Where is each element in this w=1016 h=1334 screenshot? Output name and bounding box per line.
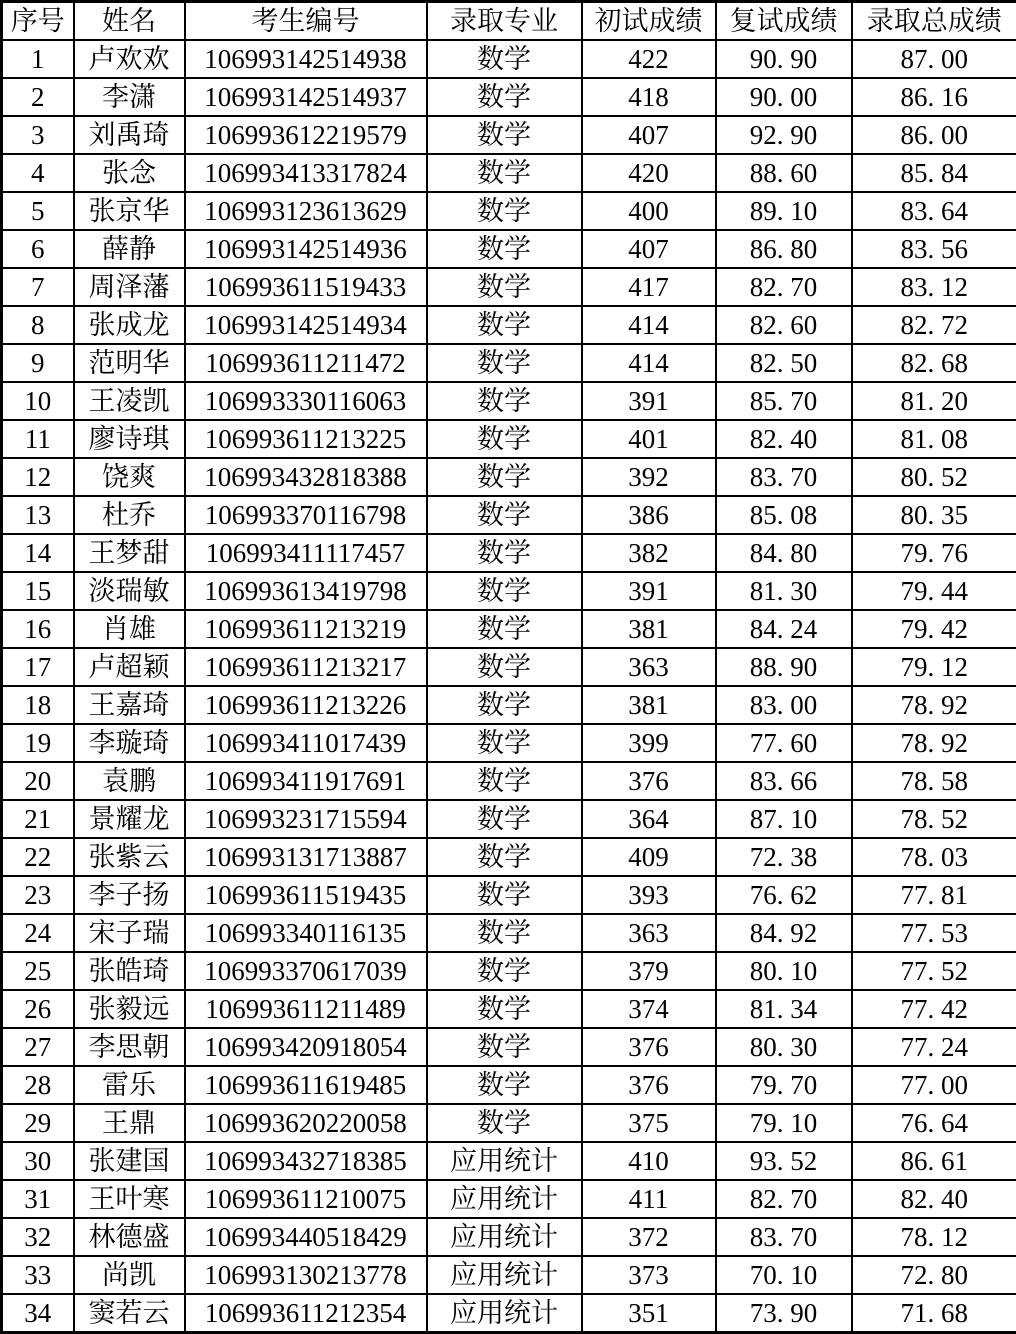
- table-row: [2, 952, 1016, 990]
- cell-initial-score: 381: [582, 686, 716, 724]
- table-row: [2, 78, 1016, 116]
- cell-initial-score: 372: [582, 1218, 716, 1256]
- cell-major: 数学: [427, 230, 582, 268]
- cell-candidate-id: 106993620220058: [185, 1104, 427, 1142]
- cell-name: 张皓琦: [74, 952, 185, 990]
- cell-total-score: 79. 12: [852, 648, 1016, 686]
- cell-total-score: 77. 24: [852, 1028, 1016, 1066]
- cell-initial-score: 382: [582, 534, 716, 572]
- cell-retest-score: 81. 34: [716, 990, 852, 1028]
- cell-retest-score: 79. 10: [716, 1104, 852, 1142]
- cell-index: 34: [2, 1294, 74, 1333]
- cell-initial-score: 376: [582, 762, 716, 800]
- cell-total-score: 87. 00: [852, 40, 1016, 78]
- cell-name: 王嘉琦: [74, 686, 185, 724]
- cell-index: 14: [2, 534, 74, 572]
- cell-name: 窦若云: [74, 1294, 185, 1333]
- cell-candidate-id: 106993420918054: [185, 1028, 427, 1066]
- cell-initial-score: 375: [582, 1104, 716, 1142]
- table-row: [2, 344, 1016, 382]
- cell-total-score: 83. 64: [852, 192, 1016, 230]
- cell-initial-score: 400: [582, 192, 716, 230]
- cell-name: 王梦甜: [74, 534, 185, 572]
- cell-candidate-id: 106993611519433: [185, 268, 427, 306]
- table-row: [2, 838, 1016, 876]
- cell-retest-score: 88. 60: [716, 154, 852, 192]
- cell-total-score: 86. 00: [852, 116, 1016, 154]
- cell-major: 应用统计: [427, 1294, 582, 1333]
- cell-name: 袁鹏: [74, 762, 185, 800]
- table-row: [2, 572, 1016, 610]
- cell-total-score: 78. 12: [852, 1218, 1016, 1256]
- cell-retest-score: 72. 38: [716, 838, 852, 876]
- table-row: [2, 230, 1016, 268]
- cell-major: 数学: [427, 268, 582, 306]
- cell-initial-score: 409: [582, 838, 716, 876]
- cell-retest-score: 85. 70: [716, 382, 852, 420]
- cell-name: 张毅远: [74, 990, 185, 1028]
- cell-index: 28: [2, 1066, 74, 1104]
- cell-candidate-id: 106993611213226: [185, 686, 427, 724]
- column-header-retest-score: 复试成绩: [716, 2, 852, 41]
- cell-initial-score: 363: [582, 648, 716, 686]
- cell-retest-score: 92. 90: [716, 116, 852, 154]
- cell-candidate-id: 106993611210075: [185, 1180, 427, 1218]
- cell-major: 应用统计: [427, 1218, 582, 1256]
- cell-name: 卢欢欢: [74, 40, 185, 78]
- cell-retest-score: 88. 90: [716, 648, 852, 686]
- cell-initial-score: 351: [582, 1294, 716, 1333]
- cell-total-score: 72. 80: [852, 1256, 1016, 1294]
- cell-index: 25: [2, 952, 74, 990]
- cell-candidate-id: 106993413317824: [185, 154, 427, 192]
- cell-retest-score: 83. 70: [716, 1218, 852, 1256]
- cell-initial-score: 381: [582, 610, 716, 648]
- table-row: [2, 648, 1016, 686]
- cell-major: 数学: [427, 1028, 582, 1066]
- cell-major: 数学: [427, 952, 582, 990]
- cell-major: 数学: [427, 610, 582, 648]
- cell-name: 范明华: [74, 344, 185, 382]
- column-header-major: 录取专业: [427, 2, 582, 41]
- cell-index: 31: [2, 1180, 74, 1218]
- cell-total-score: 71. 68: [852, 1294, 1016, 1333]
- cell-candidate-id: 106993131713887: [185, 838, 427, 876]
- cell-candidate-id: 106993432818388: [185, 458, 427, 496]
- header-row: [2, 2, 1016, 41]
- cell-total-score: 83. 12: [852, 268, 1016, 306]
- cell-candidate-id: 106993611619485: [185, 1066, 427, 1104]
- cell-retest-score: 83. 66: [716, 762, 852, 800]
- table-row: [2, 1294, 1016, 1333]
- cell-index: 8: [2, 306, 74, 344]
- table-row: [2, 420, 1016, 458]
- cell-retest-score: 90. 00: [716, 78, 852, 116]
- cell-initial-score: 363: [582, 914, 716, 952]
- cell-major: 数学: [427, 1104, 582, 1142]
- cell-candidate-id: 106993440518429: [185, 1218, 427, 1256]
- cell-index: 19: [2, 724, 74, 762]
- cell-major: 数学: [427, 990, 582, 1028]
- cell-candidate-id: 106993612219579: [185, 116, 427, 154]
- cell-major: 数学: [427, 572, 582, 610]
- table-row: [2, 1256, 1016, 1294]
- cell-initial-score: 376: [582, 1028, 716, 1066]
- cell-name: 淡瑞敏: [74, 572, 185, 610]
- cell-total-score: 78. 92: [852, 686, 1016, 724]
- cell-initial-score: 411: [582, 1180, 716, 1218]
- cell-total-score: 86. 61: [852, 1142, 1016, 1180]
- cell-major: 数学: [427, 686, 582, 724]
- cell-total-score: 80. 35: [852, 496, 1016, 534]
- cell-initial-score: 414: [582, 344, 716, 382]
- cell-retest-score: 80. 10: [716, 952, 852, 990]
- cell-initial-score: 376: [582, 1066, 716, 1104]
- cell-major: 数学: [427, 192, 582, 230]
- cell-candidate-id: 106993611519435: [185, 876, 427, 914]
- cell-total-score: 77. 81: [852, 876, 1016, 914]
- column-header-total-score: 录取总成绩: [852, 2, 1016, 41]
- cell-index: 15: [2, 572, 74, 610]
- cell-name: 李思朝: [74, 1028, 185, 1066]
- table-row: [2, 800, 1016, 838]
- cell-total-score: 77. 42: [852, 990, 1016, 1028]
- table-header: [2, 2, 1016, 41]
- cell-index: 30: [2, 1142, 74, 1180]
- cell-name: 张紫云: [74, 838, 185, 876]
- cell-initial-score: 391: [582, 382, 716, 420]
- cell-name: 张成龙: [74, 306, 185, 344]
- cell-total-score: 85. 84: [852, 154, 1016, 192]
- table-row: [2, 610, 1016, 648]
- table-row: [2, 1028, 1016, 1066]
- cell-name: 薛静: [74, 230, 185, 268]
- cell-initial-score: 407: [582, 230, 716, 268]
- table-row: [2, 458, 1016, 496]
- cell-major: 数学: [427, 306, 582, 344]
- cell-total-score: 78. 52: [852, 800, 1016, 838]
- cell-name: 廖诗琪: [74, 420, 185, 458]
- cell-retest-score: 84. 80: [716, 534, 852, 572]
- table-row: [2, 534, 1016, 572]
- cell-name: 肖雄: [74, 610, 185, 648]
- cell-name: 林德盛: [74, 1218, 185, 1256]
- cell-total-score: 77. 00: [852, 1066, 1016, 1104]
- table-body: [2, 40, 1016, 1333]
- cell-candidate-id: 106993370116798: [185, 496, 427, 534]
- table-row: [2, 990, 1016, 1028]
- table-row: [2, 154, 1016, 192]
- column-header-index: 序号: [2, 2, 74, 41]
- cell-candidate-id: 106993123613629: [185, 192, 427, 230]
- cell-retest-score: 80. 30: [716, 1028, 852, 1066]
- cell-name: 李璇琦: [74, 724, 185, 762]
- cell-major: 数学: [427, 78, 582, 116]
- cell-name: 张京华: [74, 192, 185, 230]
- cell-index: 2: [2, 78, 74, 116]
- cell-retest-score: 87. 10: [716, 800, 852, 838]
- cell-name: 张念: [74, 154, 185, 192]
- cell-index: 33: [2, 1256, 74, 1294]
- cell-index: 10: [2, 382, 74, 420]
- table-row: [2, 724, 1016, 762]
- cell-candidate-id: 106993611212354: [185, 1294, 427, 1333]
- cell-total-score: 78. 92: [852, 724, 1016, 762]
- cell-retest-score: 82. 70: [716, 268, 852, 306]
- cell-name: 周泽藩: [74, 268, 185, 306]
- table-row: [2, 116, 1016, 154]
- table-row: [2, 382, 1016, 420]
- cell-initial-score: 374: [582, 990, 716, 1028]
- cell-retest-score: 79. 70: [716, 1066, 852, 1104]
- table-row: [2, 686, 1016, 724]
- cell-retest-score: 82. 50: [716, 344, 852, 382]
- cell-candidate-id: 106993411917691: [185, 762, 427, 800]
- cell-name: 张建国: [74, 1142, 185, 1180]
- cell-index: 12: [2, 458, 74, 496]
- cell-retest-score: 82. 70: [716, 1180, 852, 1218]
- cell-candidate-id: 106993142514934: [185, 306, 427, 344]
- cell-retest-score: 83. 00: [716, 686, 852, 724]
- cell-index: 23: [2, 876, 74, 914]
- cell-total-score: 82. 68: [852, 344, 1016, 382]
- cell-initial-score: 379: [582, 952, 716, 990]
- cell-retest-score: 85. 08: [716, 496, 852, 534]
- cell-index: 3: [2, 116, 74, 154]
- cell-retest-score: 77. 60: [716, 724, 852, 762]
- cell-name: 雷乐: [74, 1066, 185, 1104]
- cell-initial-score: 393: [582, 876, 716, 914]
- cell-total-score: 81. 20: [852, 382, 1016, 420]
- cell-index: 32: [2, 1218, 74, 1256]
- cell-initial-score: 386: [582, 496, 716, 534]
- cell-total-score: 77. 52: [852, 952, 1016, 990]
- cell-major: 数学: [427, 496, 582, 534]
- column-header-candidate-id: 考生编号: [185, 2, 427, 41]
- cell-index: 6: [2, 230, 74, 268]
- cell-initial-score: 401: [582, 420, 716, 458]
- cell-major: 数学: [427, 116, 582, 154]
- cell-index: 20: [2, 762, 74, 800]
- cell-total-score: 78. 03: [852, 838, 1016, 876]
- cell-index: 11: [2, 420, 74, 458]
- cell-index: 24: [2, 914, 74, 952]
- cell-retest-score: 70. 10: [716, 1256, 852, 1294]
- cell-name: 王叶寒: [74, 1180, 185, 1218]
- cell-index: 1: [2, 40, 74, 78]
- cell-major: 数学: [427, 420, 582, 458]
- cell-initial-score: 364: [582, 800, 716, 838]
- cell-major: 应用统计: [427, 1256, 582, 1294]
- cell-total-score: 82. 40: [852, 1180, 1016, 1218]
- cell-index: 18: [2, 686, 74, 724]
- cell-candidate-id: 106993142514937: [185, 78, 427, 116]
- cell-name: 杜乔: [74, 496, 185, 534]
- cell-name: 宋子瑞: [74, 914, 185, 952]
- cell-initial-score: 414: [582, 306, 716, 344]
- cell-total-score: 83. 56: [852, 230, 1016, 268]
- column-header-initial-score: 初试成绩: [582, 2, 716, 41]
- cell-initial-score: 407: [582, 116, 716, 154]
- cell-retest-score: 76. 62: [716, 876, 852, 914]
- cell-major: 应用统计: [427, 1142, 582, 1180]
- table-row: [2, 1218, 1016, 1256]
- cell-retest-score: 84. 92: [716, 914, 852, 952]
- cell-candidate-id: 106993142514938: [185, 40, 427, 78]
- cell-major: 数学: [427, 534, 582, 572]
- cell-name: 李子扬: [74, 876, 185, 914]
- cell-initial-score: 417: [582, 268, 716, 306]
- cell-index: 22: [2, 838, 74, 876]
- cell-index: 13: [2, 496, 74, 534]
- cell-index: 5: [2, 192, 74, 230]
- cell-total-score: 81. 08: [852, 420, 1016, 458]
- cell-major: 数学: [427, 724, 582, 762]
- cell-retest-score: 82. 60: [716, 306, 852, 344]
- table-row: [2, 306, 1016, 344]
- table-row: [2, 192, 1016, 230]
- cell-index: 29: [2, 1104, 74, 1142]
- cell-candidate-id: 106993231715594: [185, 800, 427, 838]
- cell-retest-score: 81. 30: [716, 572, 852, 610]
- cell-total-score: 78. 58: [852, 762, 1016, 800]
- cell-candidate-id: 106993411017439: [185, 724, 427, 762]
- cell-candidate-id: 106993611211489: [185, 990, 427, 1028]
- cell-index: 21: [2, 800, 74, 838]
- cell-retest-score: 89. 10: [716, 192, 852, 230]
- cell-initial-score: 392: [582, 458, 716, 496]
- cell-total-score: 86. 16: [852, 78, 1016, 116]
- table-row: [2, 1142, 1016, 1180]
- cell-candidate-id: 106993370617039: [185, 952, 427, 990]
- cell-major: 数学: [427, 40, 582, 78]
- cell-major: 数学: [427, 1066, 582, 1104]
- cell-initial-score: 410: [582, 1142, 716, 1180]
- cell-major: 数学: [427, 344, 582, 382]
- cell-major: 应用统计: [427, 1180, 582, 1218]
- cell-major: 数学: [427, 458, 582, 496]
- cell-name: 饶爽: [74, 458, 185, 496]
- cell-initial-score: 399: [582, 724, 716, 762]
- cell-candidate-id: 106993611213225: [185, 420, 427, 458]
- cell-index: 9: [2, 344, 74, 382]
- table-row: [2, 914, 1016, 952]
- cell-candidate-id: 106993611213217: [185, 648, 427, 686]
- cell-index: 4: [2, 154, 74, 192]
- cell-major: 数学: [427, 800, 582, 838]
- cell-candidate-id: 106993411117457: [185, 534, 427, 572]
- cell-total-score: 77. 53: [852, 914, 1016, 952]
- table-row: [2, 1180, 1016, 1218]
- column-header-name: 姓名: [74, 2, 185, 41]
- cell-major: 数学: [427, 838, 582, 876]
- cell-total-score: 76. 64: [852, 1104, 1016, 1142]
- cell-retest-score: 86. 80: [716, 230, 852, 268]
- cell-total-score: 79. 76: [852, 534, 1016, 572]
- cell-initial-score: 373: [582, 1256, 716, 1294]
- cell-index: 17: [2, 648, 74, 686]
- table-row: [2, 40, 1016, 78]
- cell-name: 王鼎: [74, 1104, 185, 1142]
- cell-name: 景耀龙: [74, 800, 185, 838]
- table-row: [2, 496, 1016, 534]
- cell-index: 27: [2, 1028, 74, 1066]
- cell-name: 刘禹琦: [74, 116, 185, 154]
- cell-retest-score: 73. 90: [716, 1294, 852, 1333]
- cell-total-score: 79. 44: [852, 572, 1016, 610]
- table-row: [2, 1104, 1016, 1142]
- cell-initial-score: 391: [582, 572, 716, 610]
- cell-index: 7: [2, 268, 74, 306]
- cell-total-score: 82. 72: [852, 306, 1016, 344]
- cell-retest-score: 90. 90: [716, 40, 852, 78]
- cell-retest-score: 82. 40: [716, 420, 852, 458]
- cell-candidate-id: 106993613419798: [185, 572, 427, 610]
- cell-retest-score: 93. 52: [716, 1142, 852, 1180]
- cell-major: 数学: [427, 762, 582, 800]
- cell-initial-score: 422: [582, 40, 716, 78]
- cell-major: 数学: [427, 648, 582, 686]
- cell-major: 数学: [427, 154, 582, 192]
- cell-candidate-id: 106993330116063: [185, 382, 427, 420]
- cell-candidate-id: 106993340116135: [185, 914, 427, 952]
- cell-major: 数学: [427, 382, 582, 420]
- cell-candidate-id: 106993432718385: [185, 1142, 427, 1180]
- cell-candidate-id: 106993142514936: [185, 230, 427, 268]
- cell-candidate-id: 106993130213778: [185, 1256, 427, 1294]
- cell-candidate-id: 106993611211472: [185, 344, 427, 382]
- cell-major: 数学: [427, 914, 582, 952]
- cell-initial-score: 418: [582, 78, 716, 116]
- cell-total-score: 79. 42: [852, 610, 1016, 648]
- table-row: [2, 762, 1016, 800]
- cell-name: 尚凯: [74, 1256, 185, 1294]
- table-row: [2, 876, 1016, 914]
- cell-name: 王凌凯: [74, 382, 185, 420]
- table-row: [2, 268, 1016, 306]
- cell-candidate-id: 106993611213219: [185, 610, 427, 648]
- cell-name: 卢超颖: [74, 648, 185, 686]
- cell-initial-score: 420: [582, 154, 716, 192]
- cell-name: 李潇: [74, 78, 185, 116]
- cell-retest-score: 83. 70: [716, 458, 852, 496]
- cell-total-score: 80. 52: [852, 458, 1016, 496]
- cell-major: 数学: [427, 876, 582, 914]
- cell-retest-score: 84. 24: [716, 610, 852, 648]
- table-row: [2, 1066, 1016, 1104]
- cell-index: 16: [2, 610, 74, 648]
- cell-index: 26: [2, 990, 74, 1028]
